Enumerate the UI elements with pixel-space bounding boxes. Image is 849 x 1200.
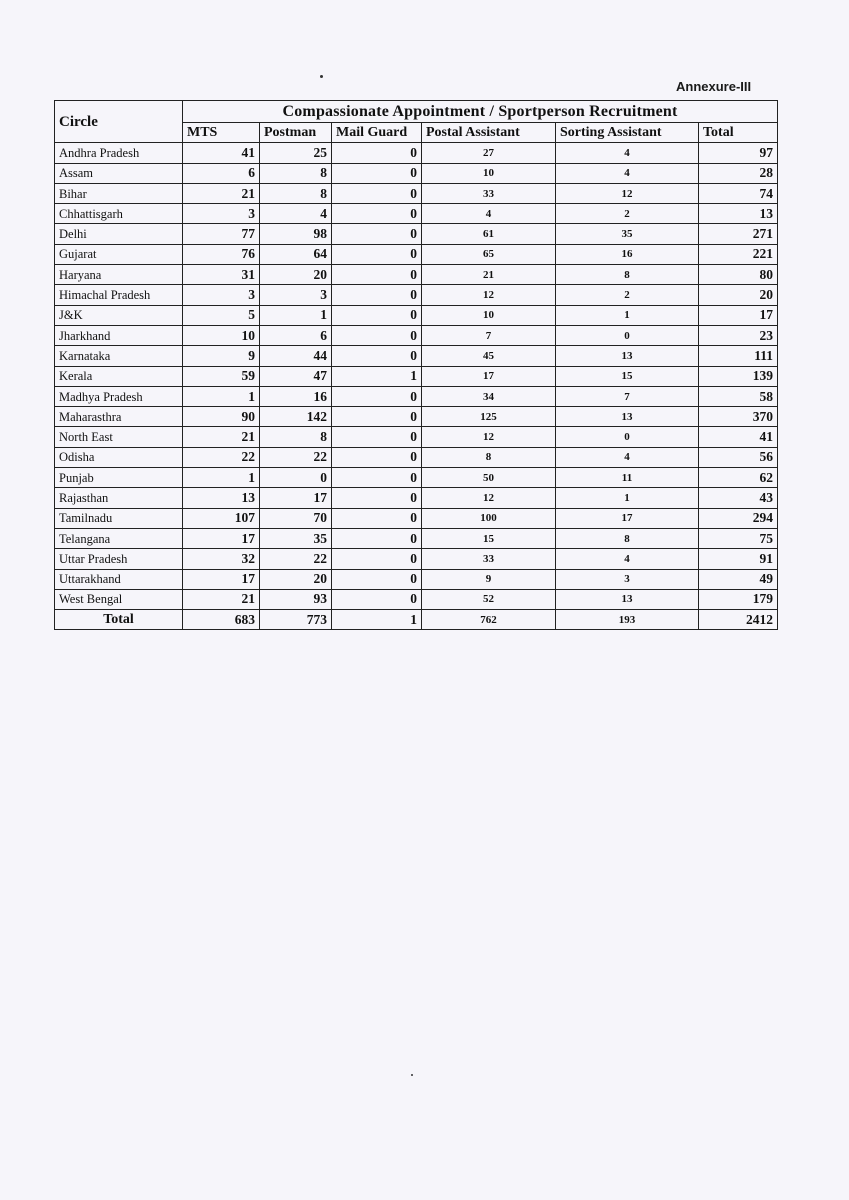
total-cell: 139 [699,366,778,386]
sorting-assistant-cell: 2 [556,204,699,224]
mts-cell: 5 [183,305,260,325]
sorting-assistant-cell: 11 [556,468,699,488]
mail-guard-cell: 0 [332,468,422,488]
mts-cell: 21 [183,183,260,203]
mts-cell: 21 [183,427,260,447]
mail-guard-cell: 0 [332,508,422,528]
mail-guard-cell: 0 [332,528,422,548]
postman-cell: 35 [260,528,332,548]
circle-cell: Maharasthra [55,407,183,427]
postman-cell: 93 [260,589,332,609]
table-row [55,508,778,528]
table-row [55,224,778,244]
circle-cell: Delhi [55,224,183,244]
postman-cell: 8 [260,427,332,447]
circle-header: Circle [55,101,183,143]
circle-cell: Haryana [55,265,183,285]
sorting-assistant-cell: 13 [556,589,699,609]
table-row [55,305,778,325]
mail-guard-cell: 0 [332,285,422,305]
postman-cell: 0 [260,468,332,488]
column-header-sorting-assistant: Sorting Assistant [556,123,699,143]
postal-assistant-cell: 17 [422,366,556,386]
total-cell: 41 [699,427,778,447]
circle-cell: Rajasthan [55,488,183,508]
postal-assistant-cell: 125 [422,407,556,427]
annexure-label: Annexure-III [676,79,752,94]
total-mts: 683 [183,610,260,630]
table-row [55,468,778,488]
postal-assistant-cell: 4 [422,204,556,224]
table-row [55,528,778,548]
scan-speck [411,1074,413,1076]
total-label: Total [55,610,183,630]
postal-assistant-cell: 15 [422,528,556,548]
postal-assistant-cell: 12 [422,427,556,447]
mts-cell: 22 [183,447,260,467]
postman-cell: 25 [260,143,332,163]
mail-guard-cell: 0 [332,325,422,345]
total-cell: 56 [699,447,778,467]
circle-cell: West Bengal [55,589,183,609]
mts-cell: 41 [183,143,260,163]
table-row [55,325,778,345]
postman-cell: 6 [260,325,332,345]
table-row [55,163,778,183]
circle-cell: Gujarat [55,244,183,264]
postal-assistant-cell: 65 [422,244,556,264]
total-postal-assistant: 762 [422,610,556,630]
postal-assistant-cell: 33 [422,183,556,203]
sorting-assistant-cell: 17 [556,508,699,528]
mts-cell: 1 [183,468,260,488]
mail-guard-cell: 0 [332,224,422,244]
total-cell: 23 [699,325,778,345]
circle-cell: Bihar [55,183,183,203]
postal-assistant-cell: 34 [422,386,556,406]
circle-cell: Jharkhand [55,325,183,345]
postman-cell: 98 [260,224,332,244]
total-sorting-assistant: 193 [556,610,699,630]
postal-assistant-cell: 7 [422,325,556,345]
total-cell: 58 [699,386,778,406]
postman-cell: 4 [260,204,332,224]
column-header-postal-assistant: Postal Assistant [422,123,556,143]
mail-guard-cell: 0 [332,143,422,163]
postal-assistant-cell: 12 [422,285,556,305]
postal-assistant-cell: 10 [422,163,556,183]
circle-cell: Telangana [55,528,183,548]
scan-speck [320,75,323,78]
mts-cell: 32 [183,549,260,569]
circle-cell: North East [55,427,183,447]
circle-cell: Punjab [55,468,183,488]
table-row [55,569,778,589]
postman-cell: 22 [260,549,332,569]
mail-guard-cell: 0 [332,265,422,285]
table-row [55,427,778,447]
mail-guard-cell: 0 [332,589,422,609]
total-cell: 271 [699,224,778,244]
sorting-assistant-cell: 12 [556,183,699,203]
total-total: 2412 [699,610,778,630]
postal-assistant-cell: 45 [422,346,556,366]
sorting-assistant-cell: 8 [556,265,699,285]
mts-cell: 77 [183,224,260,244]
total-cell: 28 [699,163,778,183]
mts-cell: 21 [183,589,260,609]
table-row [55,244,778,264]
sorting-assistant-cell: 0 [556,427,699,447]
sorting-assistant-cell: 3 [556,569,699,589]
circle-cell: Kerala [55,366,183,386]
mail-guard-cell: 0 [332,427,422,447]
table-row [55,265,778,285]
postman-cell: 20 [260,265,332,285]
column-header-mail-guard: Mail Guard [332,123,422,143]
postman-cell: 22 [260,447,332,467]
postman-cell: 8 [260,163,332,183]
total-cell: 74 [699,183,778,203]
mts-cell: 17 [183,528,260,548]
mail-guard-cell: 0 [332,346,422,366]
mail-guard-cell: 0 [332,569,422,589]
circle-cell: Assam [55,163,183,183]
postman-cell: 16 [260,386,332,406]
postal-assistant-cell: 12 [422,488,556,508]
total-cell: 179 [699,589,778,609]
mts-cell: 3 [183,285,260,305]
postman-cell: 47 [260,366,332,386]
circle-cell: Odisha [55,447,183,467]
table-title: Compassionate Appointment / Sportperson Recruitment [183,101,778,123]
table-body [55,143,778,610]
mail-guard-cell: 0 [332,407,422,427]
postman-cell: 3 [260,285,332,305]
total-cell: 20 [699,285,778,305]
mts-cell: 59 [183,366,260,386]
postman-cell: 142 [260,407,332,427]
mts-cell: 6 [183,163,260,183]
sorting-assistant-cell: 0 [556,325,699,345]
postman-cell: 8 [260,183,332,203]
table-row [55,589,778,609]
total-cell: 294 [699,508,778,528]
total-cell: 97 [699,143,778,163]
column-header-mts: MTS [183,123,260,143]
table-row [55,204,778,224]
total-cell: 370 [699,407,778,427]
sorting-assistant-cell: 15 [556,366,699,386]
postman-cell: 1 [260,305,332,325]
postman-cell: 20 [260,569,332,589]
table-row [55,549,778,569]
mail-guard-cell: 0 [332,204,422,224]
sorting-assistant-cell: 7 [556,386,699,406]
postal-assistant-cell: 50 [422,468,556,488]
postman-cell: 44 [260,346,332,366]
sorting-assistant-cell: 35 [556,224,699,244]
circle-cell: J&K [55,305,183,325]
circle-cell: Chhattisgarh [55,204,183,224]
mts-cell: 10 [183,325,260,345]
mts-cell: 3 [183,204,260,224]
mts-cell: 9 [183,346,260,366]
postman-cell: 64 [260,244,332,264]
total-cell: 62 [699,468,778,488]
postal-assistant-cell: 9 [422,569,556,589]
mts-cell: 31 [183,265,260,285]
postal-assistant-cell: 10 [422,305,556,325]
sorting-assistant-cell: 4 [556,549,699,569]
circle-cell: Uttarakhand [55,569,183,589]
circle-cell: Andhra Pradesh [55,143,183,163]
table-row [55,183,778,203]
postal-assistant-cell: 33 [422,549,556,569]
mts-cell: 76 [183,244,260,264]
table-row [55,447,778,467]
table-row [55,143,778,163]
mts-cell: 13 [183,488,260,508]
mail-guard-cell: 0 [332,447,422,467]
postman-cell: 70 [260,508,332,528]
mts-cell: 17 [183,569,260,589]
total-cell: 91 [699,549,778,569]
mail-guard-cell: 0 [332,386,422,406]
postal-assistant-cell: 27 [422,143,556,163]
column-header-total: Total [699,123,778,143]
total-cell: 80 [699,265,778,285]
sorting-assistant-cell: 8 [556,528,699,548]
sorting-assistant-cell: 4 [556,163,699,183]
column-header-postman: Postman [260,123,332,143]
sorting-assistant-cell: 1 [556,488,699,508]
recruitment-table [54,100,778,630]
mail-guard-cell: 0 [332,549,422,569]
table-row [55,407,778,427]
total-cell: 221 [699,244,778,264]
total-cell: 111 [699,346,778,366]
total-cell: 49 [699,569,778,589]
postal-assistant-cell: 21 [422,265,556,285]
sorting-assistant-cell: 2 [556,285,699,305]
mts-cell: 90 [183,407,260,427]
table-row [55,366,778,386]
circle-cell: Madhya Pradesh [55,386,183,406]
sorting-assistant-cell: 4 [556,447,699,467]
sorting-assistant-cell: 13 [556,407,699,427]
circle-cell: Tamilnadu [55,508,183,528]
mts-cell: 107 [183,508,260,528]
sorting-assistant-cell: 1 [556,305,699,325]
postal-assistant-cell: 8 [422,447,556,467]
mts-cell: 1 [183,386,260,406]
mail-guard-cell: 0 [332,183,422,203]
mail-guard-cell: 1 [332,366,422,386]
postal-assistant-cell: 52 [422,589,556,609]
total-mail-guard: 1 [332,610,422,630]
total-cell: 13 [699,204,778,224]
table-row [55,386,778,406]
table-row [55,346,778,366]
circle-cell: Karnataka [55,346,183,366]
table-row [55,488,778,508]
circle-cell: Himachal Pradesh [55,285,183,305]
postal-assistant-cell: 100 [422,508,556,528]
total-cell: 43 [699,488,778,508]
sorting-assistant-cell: 16 [556,244,699,264]
total-cell: 17 [699,305,778,325]
mail-guard-cell: 0 [332,305,422,325]
postman-cell: 17 [260,488,332,508]
mail-guard-cell: 0 [332,488,422,508]
grand-total-row [55,610,778,630]
mail-guard-cell: 0 [332,244,422,264]
sorting-assistant-cell: 4 [556,143,699,163]
table-row [55,285,778,305]
sorting-assistant-cell: 13 [556,346,699,366]
postal-assistant-cell: 61 [422,224,556,244]
mail-guard-cell: 0 [332,163,422,183]
total-cell: 75 [699,528,778,548]
total-postman: 773 [260,610,332,630]
circle-cell: Uttar Pradesh [55,549,183,569]
